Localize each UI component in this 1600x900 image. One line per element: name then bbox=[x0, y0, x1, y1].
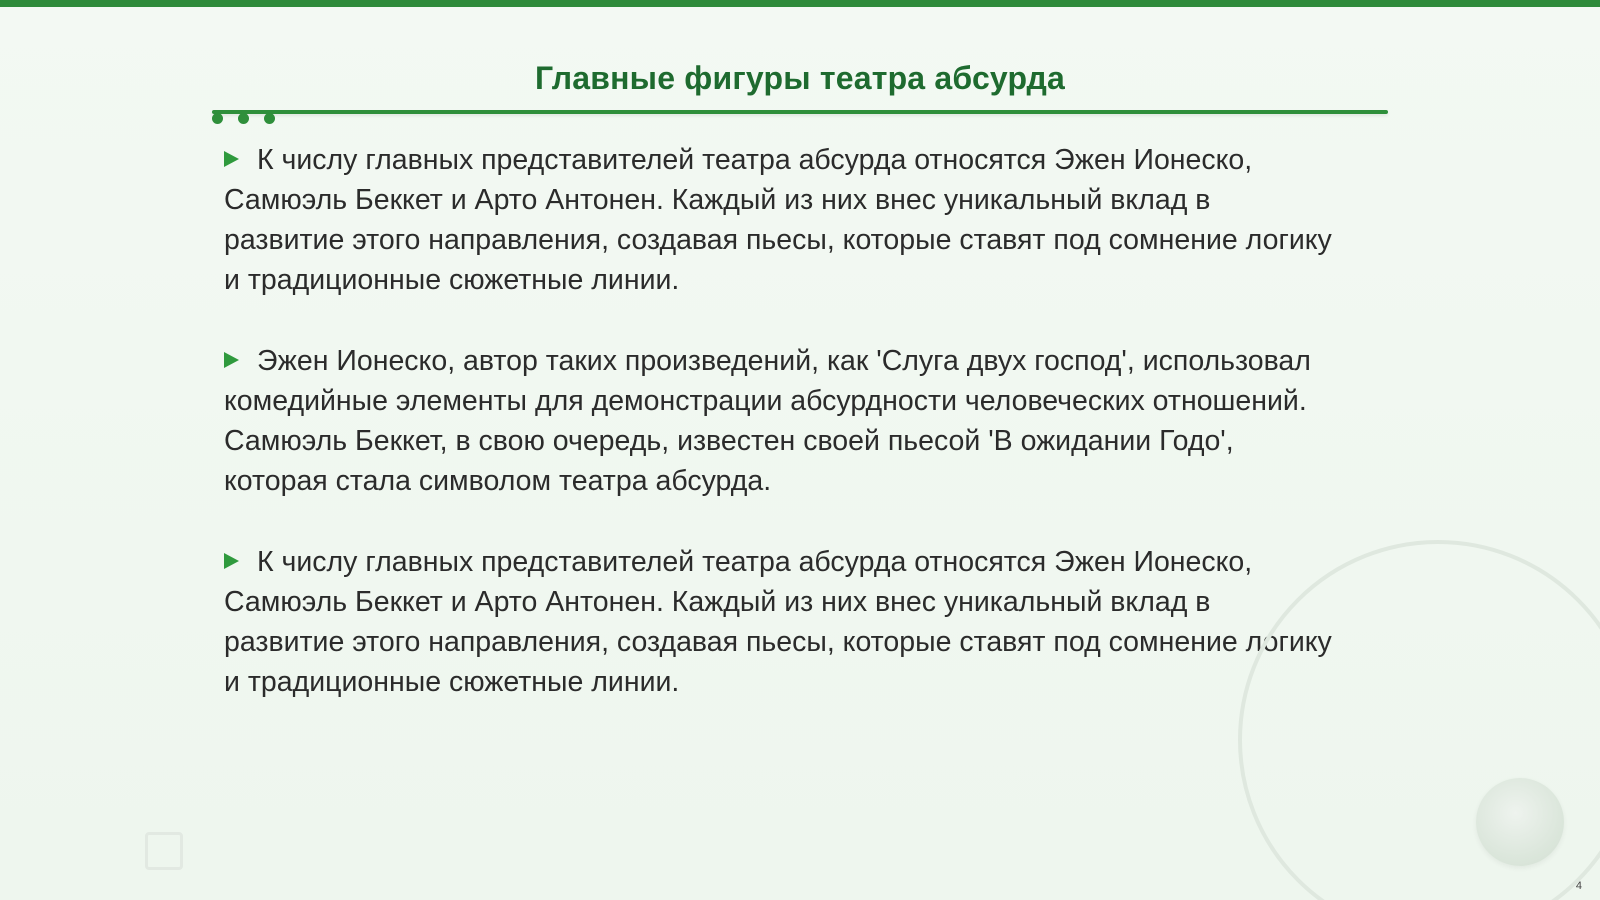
decorative-square bbox=[145, 832, 183, 870]
title-underline bbox=[212, 110, 1388, 114]
title-dots bbox=[212, 113, 292, 125]
decor-dot bbox=[212, 113, 223, 124]
bullet-item bbox=[224, 542, 1334, 702]
bullet-text: К числу главных представителей театра абсурда относятся Эжен Ионеско, Самюэль Беккет и Арто Антонен. Каждый из них внес уникальный вклад в развитие этого направления, создавая пьесы, которые ставят под сомнение логику и традиционные сюжетные линии. bbox=[224, 546, 1332, 698]
decor-dot bbox=[238, 113, 249, 124]
decorative-circle bbox=[1476, 778, 1564, 866]
bullet-text: Эжен Ионеско, автор таких произведений, как 'Слуга двух господ', использовал комедийные элементы для демонстрации абсурдности человеческих отношений. Самюэль Беккет, в свою очередь, известен своей пьесой 'В ожидании Годо', которая стала символом театра абсурда. bbox=[224, 345, 1311, 497]
top-accent-bar bbox=[0, 0, 1600, 7]
bullet-item bbox=[224, 341, 1334, 501]
slide-title: Главные фигуры театра абсурда bbox=[535, 60, 1065, 96]
triangle-right-icon bbox=[224, 553, 239, 569]
bullet-item bbox=[224, 140, 1334, 300]
triangle-right-icon bbox=[224, 352, 239, 368]
triangle-right-icon bbox=[224, 151, 239, 167]
bullet-list bbox=[224, 140, 1334, 743]
decor-dot bbox=[264, 113, 275, 124]
page-number: 4 bbox=[1575, 880, 1582, 892]
bullet-text: К числу главных представителей театра абсурда относятся Эжен Ионеско, Самюэль Беккет и Арто Антонен. Каждый из них внес уникальный вклад в развитие этого направления, создавая пьесы, которые ставят под сомнение логику и традиционные сюжетные линии. bbox=[224, 144, 1332, 296]
